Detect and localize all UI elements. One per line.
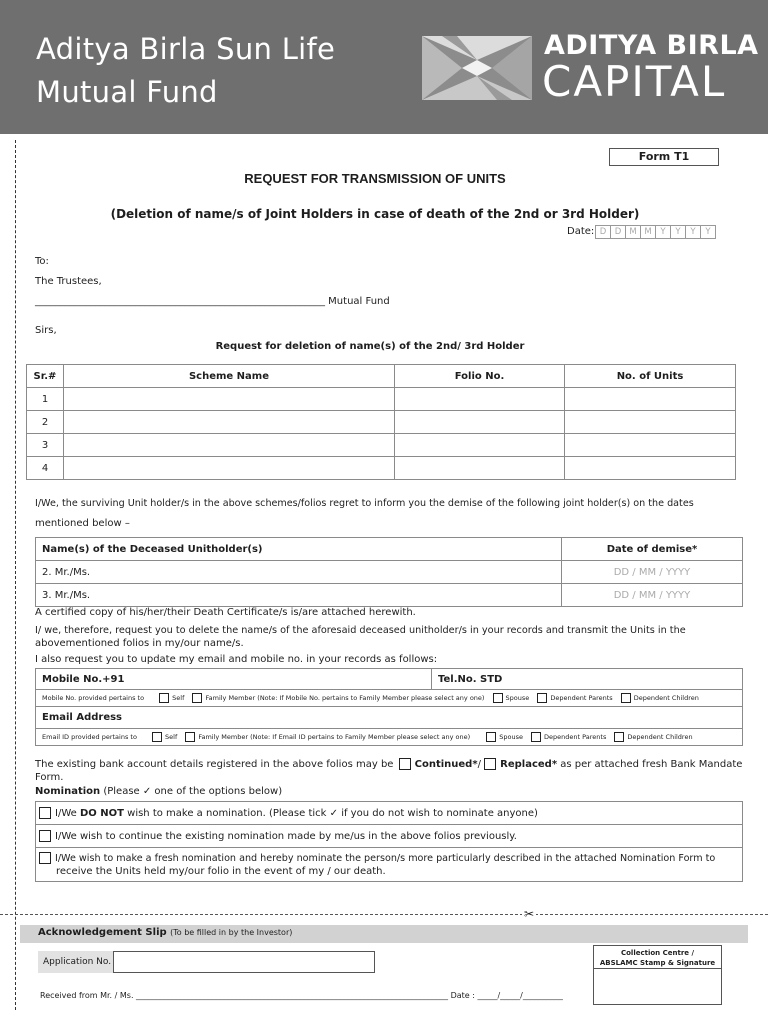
brand-line-1: Aditya Birla Sun Life — [36, 32, 336, 66]
date-box[interactable]: Y — [670, 225, 686, 239]
to-label: To: — [35, 256, 49, 267]
date-box[interactable]: Y — [700, 225, 716, 239]
folio-cell[interactable] — [395, 434, 565, 457]
collection-centre-header — [593, 945, 722, 969]
units-cell[interactable] — [565, 388, 736, 411]
col-header-sr: Sr.# — [27, 365, 64, 388]
nomination-option-3[interactable] — [36, 848, 743, 882]
email-self-checkbox[interactable] — [152, 732, 162, 742]
logo-text-bottom: CAPITAL — [542, 57, 727, 106]
ack-title — [38, 927, 292, 938]
opt2-label: I/We wish to continue the existing nomination made by me/us in the above folios previously. — [55, 831, 517, 842]
email-field[interactable]: Email Address — [36, 707, 743, 729]
demise-date-field[interactable]: DD / MM / YYYY — [562, 561, 743, 584]
bank-text-b: as per attached fresh Bank Mandate — [560, 759, 743, 770]
folio-cell[interactable] — [395, 388, 565, 411]
units-cell[interactable] — [565, 434, 736, 457]
scheme-name-cell[interactable] — [64, 457, 395, 480]
deceased-name-header: Name(s) of the Deceased Unitholder(s) — [36, 538, 562, 561]
replaced-checkbox[interactable] — [484, 758, 496, 770]
table-row — [36, 561, 743, 584]
demise-date-field[interactable]: DD / MM / YYYY — [562, 584, 743, 607]
table-row — [27, 434, 736, 457]
self-label: Self — [172, 694, 185, 702]
email-parents-checkbox[interactable] — [531, 732, 541, 742]
email-pertains-label: Email ID provided pertains to — [42, 733, 137, 741]
collection-line-2: ABSLAMC Stamp & Signature — [599, 959, 716, 967]
table-row — [36, 584, 743, 607]
continued-checkbox[interactable] — [399, 758, 411, 770]
opt1-b: DO NOT — [79, 808, 124, 819]
email-children-checkbox[interactable] — [614, 732, 624, 742]
opt1-c: wish to make a nomination. (Please tick ✓ if you do not wish to nominate anyone) — [127, 808, 538, 819]
email-note: (Note: If Email ID pertains to Family Member please select any one) — [250, 733, 471, 741]
mobile-family-checkbox[interactable] — [192, 693, 202, 703]
family-label: Family Member — [198, 733, 249, 741]
mutual-fund-line[interactable]: __________________________________________________________ Mutual Fund — [35, 296, 390, 307]
request-heading: Request for deletion of name(s) of the 2nd/ 3rd Holder — [215, 341, 525, 352]
row-number: 4 — [27, 457, 64, 480]
email-pertains-row — [36, 729, 743, 746]
surviving-text: I/We, the surviving Unit holder/s in the above schemes/folios regret to inform you the demise of the following joint holder(s) on the dates — [35, 498, 694, 509]
units-cell[interactable] — [565, 457, 736, 480]
nomination-hint: (Please ✓ one of the options below) — [103, 786, 283, 797]
children-label: Dependent Children — [627, 733, 693, 741]
trustees-label: The Trustees, — [35, 276, 102, 287]
continue-nomination-checkbox[interactable] — [39, 830, 51, 842]
date-box[interactable]: Y — [655, 225, 671, 239]
mobile-spouse-checkbox[interactable] — [493, 693, 503, 703]
folio-cell[interactable] — [395, 457, 565, 480]
nomination-option-1[interactable] — [36, 802, 743, 825]
date-box[interactable]: M — [625, 225, 641, 239]
request-text-cont: abovementioned folios in my/our name/s. — [35, 638, 244, 649]
form-subtitle: (Deletion of name/s of Joint Holders in case of death of the 2nd or 3rd Holder) — [110, 207, 640, 221]
request-text: I/ we, therefore, request you to delete the name/s of the aforesaid deceased unitholder/s in your records and transmit the Units in the — [35, 625, 686, 636]
mobile-children-checkbox[interactable] — [621, 693, 631, 703]
parents-label: Dependent Parents — [550, 694, 613, 702]
certified-text: A certified copy of his/her/their Death Certificate/s is/are attached herewith. — [35, 607, 416, 618]
mobile-self-checkbox[interactable] — [159, 693, 169, 703]
nomination-heading — [35, 786, 282, 797]
no-nomination-checkbox[interactable] — [39, 807, 51, 819]
date-field[interactable] — [596, 225, 716, 239]
col-header-units: No. of Units — [565, 365, 736, 388]
folio-cell[interactable] — [395, 411, 565, 434]
nomination-label: Nomination — [35, 786, 101, 797]
row-number: 2 — [27, 411, 64, 434]
table-row — [27, 457, 736, 480]
deceased-name-field[interactable]: 3. Mr./Ms. — [36, 584, 562, 607]
date-box[interactable]: Y — [685, 225, 701, 239]
date-box[interactable]: M — [640, 225, 656, 239]
opt3-a: I/We wish to make a fresh nomination and hereby nominate the person/s more particularly described in the attached Nomination Form to — [55, 852, 716, 864]
form-title: REQUEST FOR TRANSMISSION OF UNITS — [244, 171, 506, 186]
units-cell[interactable] — [565, 411, 736, 434]
surviving-text-cont: mentioned below – — [35, 518, 130, 529]
email-family-checkbox[interactable] — [185, 732, 195, 742]
scheme-table — [26, 364, 736, 480]
continued-label: Continued* — [414, 759, 478, 770]
children-label: Dependent Children — [633, 694, 699, 702]
salutation: Sirs, — [35, 325, 57, 336]
replaced-label: Replaced* — [500, 759, 558, 770]
contact-table — [35, 668, 743, 746]
bank-text-cont: Form. — [35, 772, 64, 783]
opt1-a: I/We — [55, 808, 77, 819]
scheme-name-cell[interactable] — [64, 434, 395, 457]
fresh-nomination-checkbox[interactable] — [39, 852, 51, 864]
family-label: Family Member — [205, 694, 256, 702]
bank-text — [35, 758, 742, 770]
cut-line-vertical — [15, 140, 16, 1010]
scheme-name-cell[interactable] — [64, 411, 395, 434]
form-tag: Form T1 — [609, 148, 719, 166]
table-row — [27, 411, 736, 434]
brand-name — [36, 28, 335, 114]
mobile-pertains-row — [36, 690, 743, 707]
collection-line-1: Collection Centre / — [620, 949, 695, 957]
scissors-icon: ✂ — [524, 907, 535, 921]
brand-line-2: Mutual Fund — [36, 75, 218, 109]
application-no-input[interactable] — [113, 951, 375, 973]
bank-text-a: The existing bank account details registered in the above folios may be — [35, 759, 394, 770]
nomination-option-2[interactable] — [36, 825, 743, 848]
date-box[interactable]: D — [610, 225, 626, 239]
row-number: 1 — [27, 388, 64, 411]
self-label: Self — [165, 733, 178, 741]
parents-label: Dependent Parents — [544, 733, 607, 741]
sunburst-logo-icon — [422, 36, 532, 103]
date-label: Date: — [567, 226, 595, 237]
application-no-label: Application No. — [38, 951, 114, 973]
mobile-note: (Note: If Mobile No. pertains to Family Member please select any one) — [257, 694, 485, 702]
bank-slash: / — [477, 759, 481, 770]
spouse-label: Spouse — [505, 694, 530, 702]
demise-date-header: Date of demise* — [562, 538, 743, 561]
cut-line-horizontal — [0, 914, 768, 915]
telephone-field[interactable]: Tel.No. STD — [432, 669, 743, 690]
deceased-table — [35, 537, 743, 607]
col-header-scheme: Scheme Name — [64, 365, 395, 388]
mobile-field[interactable]: Mobile No.+91 — [36, 669, 432, 690]
nomination-table — [35, 801, 743, 882]
spouse-label: Spouse — [499, 733, 523, 741]
row-number: 3 — [27, 434, 64, 457]
logo-text-top: ADITYA BIRLA — [544, 30, 759, 61]
update-text: I also request you to update my email and mobile no. in your records as follows: — [35, 654, 438, 665]
scheme-name-cell[interactable] — [64, 388, 395, 411]
col-header-folio: Folio No. — [395, 365, 565, 388]
ack-note: (To be filled in by the Investor) — [170, 928, 293, 937]
opt3-b: receive the Units held my/our folio in the event of my / our death. — [56, 865, 386, 877]
received-from-line[interactable]: Received from Mr. / Ms. ______________________________________________________________________________ Date : _____/_____/__________ — [40, 991, 563, 1000]
deceased-name-field[interactable]: 2. Mr./Ms. — [36, 561, 562, 584]
date-box[interactable]: D — [595, 225, 611, 239]
table-row — [27, 388, 736, 411]
mobile-pertains-label: Mobile No. provided pertains to — [42, 694, 145, 702]
email-spouse-checkbox[interactable] — [486, 732, 496, 742]
ack-title-text: Acknowledgement Slip — [38, 927, 167, 938]
mobile-parents-checkbox[interactable] — [537, 693, 547, 703]
